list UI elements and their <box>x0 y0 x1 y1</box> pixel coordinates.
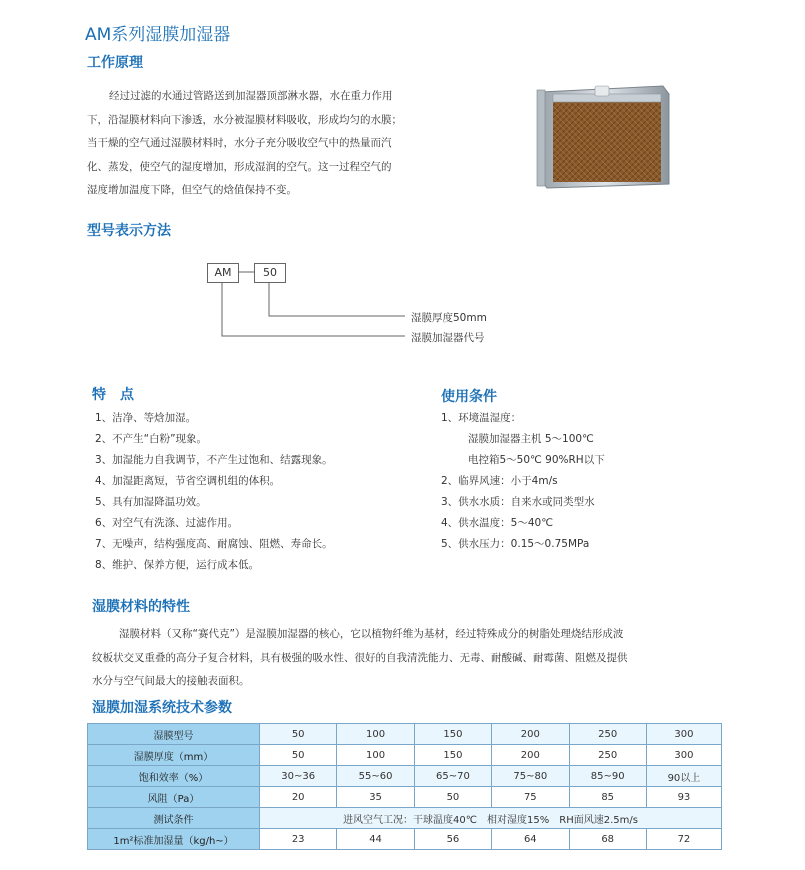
humidifier-unit-image <box>535 82 675 192</box>
feature-item: 6、对空气有洗涤、过滤作用。 <box>95 517 239 529</box>
feature-item: 5、具有加湿降温功效。 <box>95 496 207 508</box>
table-cell: 300 <box>646 745 721 766</box>
material-line: 湿膜材料（又称“赛代克”）是湿膜加湿器的核心，它以植物纤维为基材，经过特殊成分的树脂处理烧结形成波 <box>119 628 624 640</box>
table-cell: 200 <box>492 724 569 745</box>
model-heading: 型号表示方法 <box>87 223 171 239</box>
principle-line: 湿度增加温度下降，但空气的焓值保持不变。 <box>87 184 297 196</box>
condition-item: 4、供水温度：5～40℃ <box>441 517 554 529</box>
material-text <box>92 623 732 694</box>
principle-line: 经过过滤的水通过管路送到加湿器顶部淋水器，水在重力作用 <box>109 90 393 102</box>
row-label: 1m²标准加湿量（kg/h~） <box>88 829 260 850</box>
features-heading: 特 点 <box>92 387 134 403</box>
table-cell: 56 <box>414 829 491 850</box>
material-line: 纹板状交叉重叠的高分子复合材料，具有极强的吸水性、很好的自我清洗能力、无毒、耐酸碱、耐霉菌、阻燃及提供 <box>92 651 628 664</box>
table-cell: 93 <box>646 787 721 808</box>
model-connector-lines <box>200 260 420 350</box>
model-prefix-box: AM <box>207 263 239 283</box>
table-cell: 85~90 <box>569 766 646 787</box>
condition-item: 湿膜加湿器主机 5～100℃ <box>468 433 594 445</box>
material-heading: 湿膜材料的特性 <box>92 599 190 615</box>
feature-item: 7、无噪声，结构强度高、耐腐蚀、阻燃、寿命长。 <box>95 538 333 550</box>
conditions-list <box>441 410 605 557</box>
table-cell: 55~60 <box>337 766 414 787</box>
table-cell: 72 <box>646 829 721 850</box>
principle-text <box>87 85 457 203</box>
table-cell: 64 <box>492 829 569 850</box>
material-line: 水分与空气间最大的接触表面积。 <box>92 675 250 687</box>
table-cell: 300 <box>646 724 721 745</box>
principle-line: 下，沿湿膜材料向下渗透，水分被湿膜材料吸收，形成均匀的水膜； <box>87 113 402 126</box>
principle-line: 当干燥的空气通过湿膜材料时，水分子充分吸收空气中的热量而汽 <box>87 137 392 149</box>
feature-item: 1、洁净、等焓加湿。 <box>95 412 197 424</box>
table-cell: 68 <box>569 829 646 850</box>
table-cell: 65~70 <box>414 766 491 787</box>
table-cell: 100 <box>337 745 414 766</box>
table-cell: 90以上 <box>646 766 721 787</box>
condition-item: 3、供水水质：自来水或同类型水 <box>441 496 595 508</box>
table-cell: 75 <box>492 787 569 808</box>
table-cell: 250 <box>569 724 646 745</box>
table-cell: 75~80 <box>492 766 569 787</box>
table-cell: 50 <box>414 787 491 808</box>
table-cell: 20 <box>260 787 337 808</box>
principle-line: 化、蒸发，使空气的湿度增加，形成湿润的空气。这一过程空气的 <box>87 160 392 173</box>
condition-item: 电控箱5～50℃ 90%RH以下 <box>468 454 605 466</box>
table-cell: 250 <box>569 745 646 766</box>
features-list <box>95 410 333 578</box>
table-cell: 150 <box>414 745 491 766</box>
table-cell: 50 <box>260 724 337 745</box>
table-row <box>88 829 722 850</box>
conditions-heading: 使用条件 <box>441 389 497 405</box>
row-label: 湿膜型号 <box>88 724 260 745</box>
table-cell: 200 <box>492 745 569 766</box>
condition-item: 2、临界风速：小于4m/s <box>441 475 558 487</box>
table-row <box>88 808 722 829</box>
table-row <box>88 787 722 808</box>
table-cell: 44 <box>337 829 414 850</box>
table-cell: 50 <box>260 745 337 766</box>
test-conditions-cell: 进风空气工况：干球温度40℃ 相对湿度15% RH面风速2.5m/s <box>260 808 722 829</box>
principle-heading: 工作原理 <box>87 55 143 71</box>
table-cell: 100 <box>337 724 414 745</box>
row-label: 风阻（Pa） <box>88 787 260 808</box>
table-cell: 23 <box>260 829 337 850</box>
model-thickness-box: 50 <box>254 263 286 283</box>
table-cell: 150 <box>414 724 491 745</box>
condition-item: 1、环境温湿度： <box>441 412 522 424</box>
table-cell: 35 <box>337 787 414 808</box>
feature-item: 2、不产生“白粉”现象。 <box>95 433 208 445</box>
feature-item: 3、加湿能力自我调节，不产生过饱和、结露现象。 <box>95 454 333 466</box>
row-label: 测试条件 <box>88 808 260 829</box>
page-title: AM系列湿膜加湿器 <box>85 25 231 45</box>
table-row <box>88 766 722 787</box>
row-label: 湿膜厚度（mm） <box>88 745 260 766</box>
model-thickness-label: 湿膜厚度50mm <box>411 312 487 324</box>
row-label: 饱和效率（%） <box>88 766 260 787</box>
table-cell: 30~36 <box>260 766 337 787</box>
model-code-label: 湿膜加湿器代号 <box>411 332 485 344</box>
table-row <box>88 745 722 766</box>
specs-table <box>87 723 722 850</box>
table-cell: 85 <box>569 787 646 808</box>
feature-item: 8、维护、保养方便，运行成本低。 <box>95 559 260 571</box>
condition-item: 5、供水压力：0.15～0.75MPa <box>441 538 590 550</box>
specs-heading: 湿膜加湿系统技术参数 <box>92 700 232 716</box>
table-row <box>88 724 722 745</box>
feature-item: 4、加湿距离短，节省空调机组的体积。 <box>95 475 281 487</box>
